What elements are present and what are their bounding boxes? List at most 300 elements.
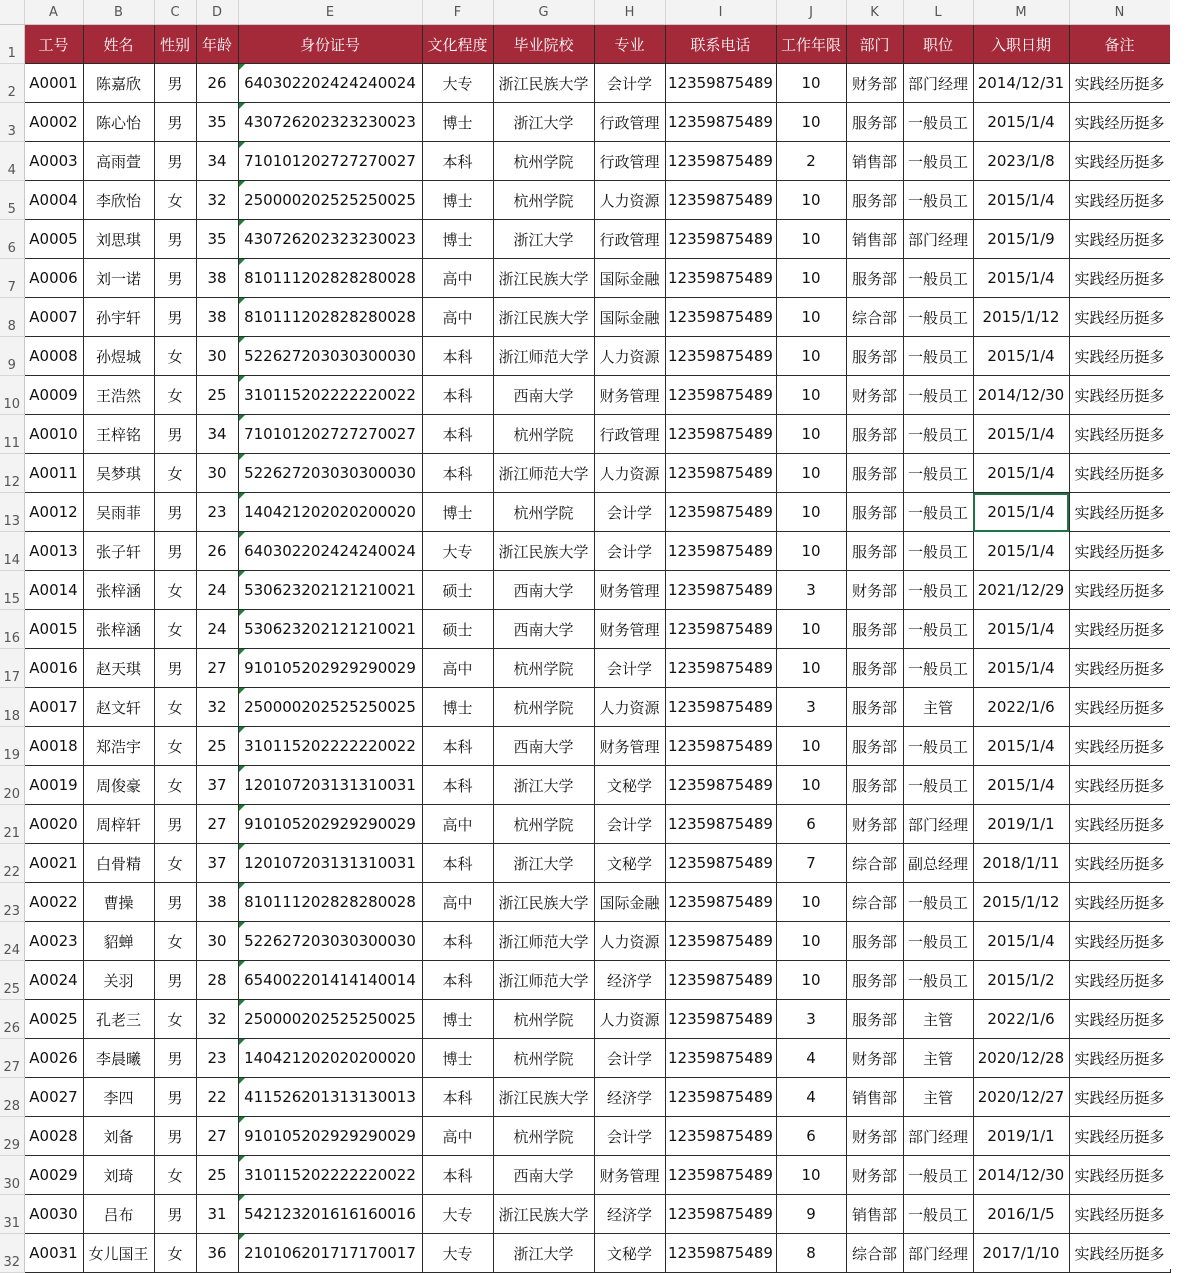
cell-m[interactable]: 2023/1/8 xyxy=(973,142,1069,181)
column-header-e[interactable]: E xyxy=(238,0,422,25)
cell-f[interactable]: 本科 xyxy=(422,727,493,766)
cell-j[interactable]: 10 xyxy=(776,649,846,688)
cell-m[interactable]: 2015/1/4 xyxy=(973,181,1069,220)
cell-f[interactable]: 博士 xyxy=(422,1039,493,1078)
cell-a[interactable]: A0012 xyxy=(24,493,83,532)
cell-k[interactable]: 服务部 xyxy=(846,259,903,298)
cell-b[interactable]: 李欣怡 xyxy=(83,181,154,220)
header-cell-m[interactable]: 入职日期 xyxy=(973,25,1069,64)
cell-k[interactable]: 综合部 xyxy=(846,298,903,337)
cell-i[interactable]: 12359875489 xyxy=(665,259,776,298)
cell-g[interactable]: 浙江民族大学 xyxy=(493,259,594,298)
cell-d[interactable]: 26 xyxy=(196,532,238,571)
cell-j[interactable]: 10 xyxy=(776,883,846,922)
cell-e[interactable]: 120107203131310031 xyxy=(238,766,422,805)
cell-g[interactable]: 杭州学院 xyxy=(493,805,594,844)
cell-k[interactable]: 服务部 xyxy=(846,1000,903,1039)
cell-g[interactable]: 浙江大学 xyxy=(493,103,594,142)
cell-g[interactable]: 浙江民族大学 xyxy=(493,532,594,571)
column-header-d[interactable]: D xyxy=(196,0,238,25)
cell-j[interactable]: 10 xyxy=(776,220,846,259)
row-header[interactable]: 12 xyxy=(0,454,24,493)
cell-j[interactable]: 10 xyxy=(776,298,846,337)
cell-k[interactable]: 服务部 xyxy=(846,766,903,805)
cell-b[interactable]: 吕布 xyxy=(83,1195,154,1234)
cell-e[interactable]: 542123201616160016 xyxy=(238,1195,422,1234)
cell-e[interactable]: 522627203030300030 xyxy=(238,337,422,376)
cell-b[interactable]: 赵天琪 xyxy=(83,649,154,688)
cell-f[interactable]: 高中 xyxy=(422,298,493,337)
cell-h[interactable]: 人力资源 xyxy=(594,1000,665,1039)
cell-n[interactable]: 实践经历挺多 xyxy=(1069,922,1170,961)
header-cell-h[interactable]: 专业 xyxy=(594,25,665,64)
cell-a[interactable]: A0019 xyxy=(24,766,83,805)
cell-a[interactable]: A0008 xyxy=(24,337,83,376)
cell-f[interactable]: 本科 xyxy=(422,454,493,493)
cell-e[interactable]: 140421202020200020 xyxy=(238,493,422,532)
cell-b[interactable]: 王浩然 xyxy=(83,376,154,415)
cell-k[interactable]: 服务部 xyxy=(846,649,903,688)
cell-n[interactable]: 实践经历挺多 xyxy=(1069,727,1170,766)
cell-l[interactable]: 一般员工 xyxy=(903,532,973,571)
cell-m[interactable]: 2015/1/4 xyxy=(973,649,1069,688)
cell-d[interactable]: 35 xyxy=(196,103,238,142)
cell-i[interactable]: 12359875489 xyxy=(665,376,776,415)
cell-i[interactable]: 12359875489 xyxy=(665,961,776,1000)
cell-a[interactable]: A0017 xyxy=(24,688,83,727)
column-header-n[interactable]: N xyxy=(1069,0,1170,25)
cell-g[interactable]: 西南大学 xyxy=(493,571,594,610)
cell-i[interactable]: 12359875489 xyxy=(665,883,776,922)
cell-m[interactable]: 2015/1/4 xyxy=(973,610,1069,649)
cell-e[interactable]: 810111202828280028 xyxy=(238,259,422,298)
cell-f[interactable]: 本科 xyxy=(422,415,493,454)
cell-d[interactable]: 25 xyxy=(196,376,238,415)
cell-j[interactable]: 10 xyxy=(776,1156,846,1195)
cell-k[interactable]: 服务部 xyxy=(846,454,903,493)
cell-m[interactable]: 2018/1/11 xyxy=(973,844,1069,883)
cell-h[interactable]: 会计学 xyxy=(594,805,665,844)
cell-h[interactable]: 财务管理 xyxy=(594,1156,665,1195)
row-header[interactable]: 8 xyxy=(0,298,24,337)
cell-n[interactable]: 实践经历挺多 xyxy=(1069,1234,1170,1273)
cell-h[interactable]: 人力资源 xyxy=(594,181,665,220)
cell-j[interactable]: 4 xyxy=(776,1039,846,1078)
cell-k[interactable]: 销售部 xyxy=(846,1078,903,1117)
cell-j[interactable]: 10 xyxy=(776,922,846,961)
cell-k[interactable]: 服务部 xyxy=(846,415,903,454)
row-header[interactable]: 13 xyxy=(0,493,24,532)
cell-c[interactable]: 男 xyxy=(154,142,196,181)
cell-f[interactable]: 博士 xyxy=(422,493,493,532)
cell-a[interactable]: A0024 xyxy=(24,961,83,1000)
cell-m[interactable]: 2015/1/4 xyxy=(973,532,1069,571)
cell-n[interactable]: 实践经历挺多 xyxy=(1069,610,1170,649)
cell-n[interactable]: 实践经历挺多 xyxy=(1069,493,1170,532)
cell-b[interactable]: 曹操 xyxy=(83,883,154,922)
cell-n[interactable]: 实践经历挺多 xyxy=(1069,688,1170,727)
cell-k[interactable]: 财务部 xyxy=(846,805,903,844)
cell-b[interactable]: 关羽 xyxy=(83,961,154,1000)
cell-k[interactable]: 服务部 xyxy=(846,727,903,766)
cell-g[interactable]: 西南大学 xyxy=(493,376,594,415)
cell-b[interactable]: 孙宇轩 xyxy=(83,298,154,337)
cell-g[interactable]: 西南大学 xyxy=(493,1156,594,1195)
cell-f[interactable]: 博士 xyxy=(422,688,493,727)
row-header[interactable]: 22 xyxy=(0,844,24,883)
cell-j[interactable]: 9 xyxy=(776,1195,846,1234)
cell-c[interactable]: 男 xyxy=(154,1039,196,1078)
cell-c[interactable]: 男 xyxy=(154,961,196,1000)
cell-i[interactable]: 12359875489 xyxy=(665,103,776,142)
cell-l[interactable]: 一般员工 xyxy=(903,454,973,493)
cell-g[interactable]: 浙江大学 xyxy=(493,220,594,259)
cell-k[interactable]: 财务部 xyxy=(846,1039,903,1078)
cell-d[interactable]: 23 xyxy=(196,1039,238,1078)
header-cell-l[interactable]: 职位 xyxy=(903,25,973,64)
row-header[interactable]: 15 xyxy=(0,571,24,610)
cell-n[interactable]: 实践经历挺多 xyxy=(1069,961,1170,1000)
cell-b[interactable]: 孔老三 xyxy=(83,1000,154,1039)
cell-b[interactable]: 刘一诺 xyxy=(83,259,154,298)
cell-d[interactable]: 38 xyxy=(196,298,238,337)
cell-i[interactable]: 12359875489 xyxy=(665,571,776,610)
cell-k[interactable]: 服务部 xyxy=(846,532,903,571)
cell-n[interactable]: 实践经历挺多 xyxy=(1069,532,1170,571)
cell-h[interactable]: 国际金融 xyxy=(594,259,665,298)
cell-g[interactable]: 西南大学 xyxy=(493,610,594,649)
cell-n[interactable]: 实践经历挺多 xyxy=(1069,142,1170,181)
cell-e[interactable]: 810111202828280028 xyxy=(238,298,422,337)
cell-m[interactable]: 2022/1/6 xyxy=(973,1000,1069,1039)
select-all-corner[interactable] xyxy=(0,0,24,25)
cell-g[interactable]: 杭州学院 xyxy=(493,493,594,532)
cell-b[interactable]: 张梓涵 xyxy=(83,571,154,610)
cell-c[interactable]: 男 xyxy=(154,259,196,298)
cell-l[interactable]: 一般员工 xyxy=(903,649,973,688)
cell-l[interactable]: 一般员工 xyxy=(903,922,973,961)
cell-i[interactable]: 12359875489 xyxy=(665,64,776,103)
cell-h[interactable]: 人力资源 xyxy=(594,337,665,376)
cell-h[interactable]: 文秘学 xyxy=(594,1234,665,1273)
column-header-g[interactable]: G xyxy=(493,0,594,25)
cell-m[interactable]: 2016/1/5 xyxy=(973,1195,1069,1234)
cell-k[interactable]: 综合部 xyxy=(846,1234,903,1273)
row-header[interactable]: 23 xyxy=(0,883,24,922)
cell-i[interactable]: 12359875489 xyxy=(665,220,776,259)
cell-k[interactable]: 综合部 xyxy=(846,844,903,883)
row-header[interactable]: 3 xyxy=(0,103,24,142)
cell-e[interactable]: 654002201414140014 xyxy=(238,961,422,1000)
column-header-f[interactable]: F xyxy=(422,0,493,25)
column-header-c[interactable]: C xyxy=(154,0,196,25)
cell-f[interactable]: 高中 xyxy=(422,1117,493,1156)
cell-f[interactable]: 高中 xyxy=(422,883,493,922)
cell-g[interactable]: 浙江民族大学 xyxy=(493,64,594,103)
cell-g[interactable]: 杭州学院 xyxy=(493,181,594,220)
cell-d[interactable]: 37 xyxy=(196,844,238,883)
cell-l[interactable]: 一般员工 xyxy=(903,610,973,649)
cell-a[interactable]: A0014 xyxy=(24,571,83,610)
cell-c[interactable]: 女 xyxy=(154,181,196,220)
cell-h[interactable]: 文秘学 xyxy=(594,844,665,883)
cell-a[interactable]: A0018 xyxy=(24,727,83,766)
cell-j[interactable]: 6 xyxy=(776,805,846,844)
cell-l[interactable]: 一般员工 xyxy=(903,766,973,805)
header-cell-n[interactable]: 备注 xyxy=(1069,25,1170,64)
cell-l[interactable]: 一般员工 xyxy=(903,1195,973,1234)
cell-i[interactable]: 12359875489 xyxy=(665,1117,776,1156)
row-header[interactable]: 18 xyxy=(0,688,24,727)
cell-b[interactable]: 貂蝉 xyxy=(83,922,154,961)
cell-m[interactable]: 2021/12/29 xyxy=(973,571,1069,610)
cell-g[interactable]: 杭州学院 xyxy=(493,415,594,454)
cell-h[interactable]: 行政管理 xyxy=(594,415,665,454)
cell-k[interactable]: 财务部 xyxy=(846,1156,903,1195)
cell-n[interactable]: 实践经历挺多 xyxy=(1069,376,1170,415)
cell-b[interactable]: 赵文轩 xyxy=(83,688,154,727)
cell-b[interactable]: 高雨萱 xyxy=(83,142,154,181)
cell-e[interactable]: 120107203131310031 xyxy=(238,844,422,883)
cell-h[interactable]: 会计学 xyxy=(594,64,665,103)
cell-j[interactable]: 10 xyxy=(776,727,846,766)
row-header[interactable]: 25 xyxy=(0,961,24,1000)
cell-g[interactable]: 杭州学院 xyxy=(493,1117,594,1156)
cell-i[interactable]: 12359875489 xyxy=(665,181,776,220)
cell-h[interactable]: 会计学 xyxy=(594,532,665,571)
cell-f[interactable]: 博士 xyxy=(422,220,493,259)
cell-a[interactable]: A0027 xyxy=(24,1078,83,1117)
cell-f[interactable]: 本科 xyxy=(422,766,493,805)
cell-n[interactable]: 实践经历挺多 xyxy=(1069,1000,1170,1039)
cell-c[interactable]: 男 xyxy=(154,493,196,532)
cell-k[interactable]: 销售部 xyxy=(846,1195,903,1234)
cell-g[interactable]: 西南大学 xyxy=(493,727,594,766)
cell-c[interactable]: 女 xyxy=(154,1234,196,1273)
cell-k[interactable]: 销售部 xyxy=(846,142,903,181)
column-header-b[interactable]: B xyxy=(83,0,154,25)
cell-i[interactable]: 12359875489 xyxy=(665,532,776,571)
cell-n[interactable]: 实践经历挺多 xyxy=(1069,805,1170,844)
cell-d[interactable]: 25 xyxy=(196,727,238,766)
cell-n[interactable]: 实践经历挺多 xyxy=(1069,415,1170,454)
column-header-j[interactable]: J xyxy=(776,0,846,25)
cell-h[interactable]: 人力资源 xyxy=(594,454,665,493)
cell-m[interactable]: 2015/1/9 xyxy=(973,220,1069,259)
cell-f[interactable]: 本科 xyxy=(422,1078,493,1117)
row-header[interactable]: 30 xyxy=(0,1156,24,1195)
cell-l[interactable]: 一般员工 xyxy=(903,727,973,766)
cell-e[interactable]: 522627203030300030 xyxy=(238,922,422,961)
cell-b[interactable]: 吴梦琪 xyxy=(83,454,154,493)
cell-l[interactable]: 一般员工 xyxy=(903,961,973,1000)
cell-a[interactable]: A0030 xyxy=(24,1195,83,1234)
cell-l[interactable]: 一般员工 xyxy=(903,337,973,376)
cell-n[interactable]: 实践经历挺多 xyxy=(1069,1078,1170,1117)
cell-f[interactable]: 大专 xyxy=(422,64,493,103)
cell-c[interactable]: 女 xyxy=(154,1000,196,1039)
cell-d[interactable]: 27 xyxy=(196,1117,238,1156)
cell-j[interactable]: 10 xyxy=(776,337,846,376)
cell-m[interactable]: 2015/1/4 xyxy=(973,259,1069,298)
cell-g[interactable]: 浙江师范大学 xyxy=(493,337,594,376)
column-header-l[interactable]: L xyxy=(903,0,973,25)
cell-j[interactable]: 3 xyxy=(776,1000,846,1039)
row-header[interactable]: 27 xyxy=(0,1039,24,1078)
cell-l[interactable]: 主管 xyxy=(903,688,973,727)
cell-e[interactable]: 250000202525250025 xyxy=(238,181,422,220)
cell-e[interactable]: 522627203030300030 xyxy=(238,454,422,493)
cell-f[interactable]: 本科 xyxy=(422,844,493,883)
cell-i[interactable]: 12359875489 xyxy=(665,610,776,649)
cell-i[interactable]: 12359875489 xyxy=(665,922,776,961)
cell-f[interactable]: 博士 xyxy=(422,181,493,220)
cell-l[interactable]: 部门经理 xyxy=(903,220,973,259)
cell-h[interactable]: 行政管理 xyxy=(594,142,665,181)
cell-i[interactable]: 12359875489 xyxy=(665,1000,776,1039)
cell-e[interactable]: 530623202121210021 xyxy=(238,610,422,649)
cell-l[interactable]: 主管 xyxy=(903,1000,973,1039)
cell-m[interactable]: 2020/12/28 xyxy=(973,1039,1069,1078)
cell-l[interactable]: 一般员工 xyxy=(903,415,973,454)
cell-h[interactable]: 财务管理 xyxy=(594,727,665,766)
column-header-k[interactable]: K xyxy=(846,0,903,25)
cell-b[interactable]: 孙煜城 xyxy=(83,337,154,376)
cell-b[interactable]: 张子轩 xyxy=(83,532,154,571)
cell-d[interactable]: 23 xyxy=(196,493,238,532)
cell-d[interactable]: 34 xyxy=(196,142,238,181)
cell-h[interactable]: 文秘学 xyxy=(594,766,665,805)
cell-n[interactable]: 实践经历挺多 xyxy=(1069,1039,1170,1078)
cell-e[interactable]: 250000202525250025 xyxy=(238,688,422,727)
row-header[interactable]: 11 xyxy=(0,415,24,454)
cell-e[interactable]: 310115202222220022 xyxy=(238,376,422,415)
cell-h[interactable]: 人力资源 xyxy=(594,688,665,727)
cell-h[interactable]: 国际金融 xyxy=(594,298,665,337)
cell-k[interactable]: 服务部 xyxy=(846,610,903,649)
cell-c[interactable]: 男 xyxy=(154,805,196,844)
cell-d[interactable]: 24 xyxy=(196,571,238,610)
cell-a[interactable]: A0001 xyxy=(24,64,83,103)
cell-m[interactable]: 2015/1/4 xyxy=(973,766,1069,805)
cell-d[interactable]: 28 xyxy=(196,961,238,1000)
cell-m[interactable]: 2015/1/4 xyxy=(973,415,1069,454)
cell-j[interactable]: 10 xyxy=(776,961,846,1000)
cell-e[interactable]: 210106201717170017 xyxy=(238,1234,422,1273)
cell-e[interactable]: 310115202222220022 xyxy=(238,727,422,766)
cell-m[interactable]: 2015/1/4 xyxy=(973,493,1069,532)
cell-d[interactable]: 38 xyxy=(196,883,238,922)
cell-j[interactable]: 10 xyxy=(776,415,846,454)
cell-b[interactable]: 周梓轩 xyxy=(83,805,154,844)
header-cell-d[interactable]: 年龄 xyxy=(196,25,238,64)
cell-g[interactable]: 浙江师范大学 xyxy=(493,454,594,493)
cell-f[interactable]: 本科 xyxy=(422,142,493,181)
cell-a[interactable]: A0009 xyxy=(24,376,83,415)
cell-a[interactable]: A0021 xyxy=(24,844,83,883)
cell-a[interactable]: A0010 xyxy=(24,415,83,454)
cell-d[interactable]: 34 xyxy=(196,415,238,454)
cell-j[interactable]: 10 xyxy=(776,181,846,220)
cell-m[interactable]: 2022/1/6 xyxy=(973,688,1069,727)
cell-a[interactable]: A0025 xyxy=(24,1000,83,1039)
cell-m[interactable]: 2015/1/4 xyxy=(973,454,1069,493)
cell-n[interactable]: 实践经历挺多 xyxy=(1069,220,1170,259)
cell-b[interactable]: 刘思琪 xyxy=(83,220,154,259)
cell-b[interactable]: 吴雨菲 xyxy=(83,493,154,532)
cell-i[interactable]: 12359875489 xyxy=(665,1156,776,1195)
cell-h[interactable]: 人力资源 xyxy=(594,922,665,961)
cell-g[interactable]: 杭州学院 xyxy=(493,142,594,181)
cell-a[interactable]: A0005 xyxy=(24,220,83,259)
cell-g[interactable]: 浙江大学 xyxy=(493,844,594,883)
cell-i[interactable]: 12359875489 xyxy=(665,337,776,376)
cell-n[interactable]: 实践经历挺多 xyxy=(1069,649,1170,688)
cell-b[interactable]: 刘备 xyxy=(83,1117,154,1156)
cell-n[interactable]: 实践经历挺多 xyxy=(1069,766,1170,805)
cell-d[interactable]: 31 xyxy=(196,1195,238,1234)
cell-l[interactable]: 一般员工 xyxy=(903,181,973,220)
row-header[interactable]: 29 xyxy=(0,1117,24,1156)
cell-j[interactable]: 10 xyxy=(776,64,846,103)
cell-i[interactable]: 12359875489 xyxy=(665,844,776,883)
cell-i[interactable]: 12359875489 xyxy=(665,454,776,493)
header-cell-j[interactable]: 工作年限 xyxy=(776,25,846,64)
cell-f[interactable]: 本科 xyxy=(422,1156,493,1195)
cell-g[interactable]: 浙江民族大学 xyxy=(493,883,594,922)
cell-l[interactable]: 部门经理 xyxy=(903,1117,973,1156)
cell-c[interactable]: 女 xyxy=(154,844,196,883)
cell-j[interactable]: 7 xyxy=(776,844,846,883)
cell-e[interactable]: 910105202929290029 xyxy=(238,1117,422,1156)
cell-l[interactable]: 一般员工 xyxy=(903,1156,973,1195)
cell-j[interactable]: 10 xyxy=(776,103,846,142)
cell-c[interactable]: 男 xyxy=(154,1078,196,1117)
cell-h[interactable]: 行政管理 xyxy=(594,103,665,142)
cell-n[interactable]: 实践经历挺多 xyxy=(1069,64,1170,103)
cell-c[interactable]: 男 xyxy=(154,649,196,688)
cell-f[interactable]: 本科 xyxy=(422,922,493,961)
cell-a[interactable]: A0026 xyxy=(24,1039,83,1078)
header-cell-c[interactable]: 性别 xyxy=(154,25,196,64)
cell-b[interactable]: 张梓涵 xyxy=(83,610,154,649)
cell-a[interactable]: A0013 xyxy=(24,532,83,571)
cell-a[interactable]: A0002 xyxy=(24,103,83,142)
cell-f[interactable]: 高中 xyxy=(422,259,493,298)
cell-c[interactable]: 女 xyxy=(154,922,196,961)
cell-a[interactable]: A0016 xyxy=(24,649,83,688)
cell-l[interactable]: 一般员工 xyxy=(903,142,973,181)
cell-l[interactable]: 部门经理 xyxy=(903,64,973,103)
cell-c[interactable]: 男 xyxy=(154,298,196,337)
cell-l[interactable]: 一般员工 xyxy=(903,103,973,142)
cell-a[interactable]: A0007 xyxy=(24,298,83,337)
cell-n[interactable]: 实践经历挺多 xyxy=(1069,454,1170,493)
cell-k[interactable]: 销售部 xyxy=(846,220,903,259)
cell-k[interactable]: 财务部 xyxy=(846,571,903,610)
cell-k[interactable]: 服务部 xyxy=(846,103,903,142)
cell-g[interactable]: 浙江师范大学 xyxy=(493,961,594,1000)
cell-a[interactable]: A0004 xyxy=(24,181,83,220)
cell-l[interactable]: 部门经理 xyxy=(903,805,973,844)
cell-e[interactable]: 430726202323230023 xyxy=(238,220,422,259)
row-header[interactable]: 20 xyxy=(0,766,24,805)
cell-g[interactable]: 浙江大学 xyxy=(493,1234,594,1273)
cell-a[interactable]: A0011 xyxy=(24,454,83,493)
cell-n[interactable]: 实践经历挺多 xyxy=(1069,571,1170,610)
cell-e[interactable]: 140421202020200020 xyxy=(238,1039,422,1078)
cell-e[interactable]: 910105202929290029 xyxy=(238,649,422,688)
